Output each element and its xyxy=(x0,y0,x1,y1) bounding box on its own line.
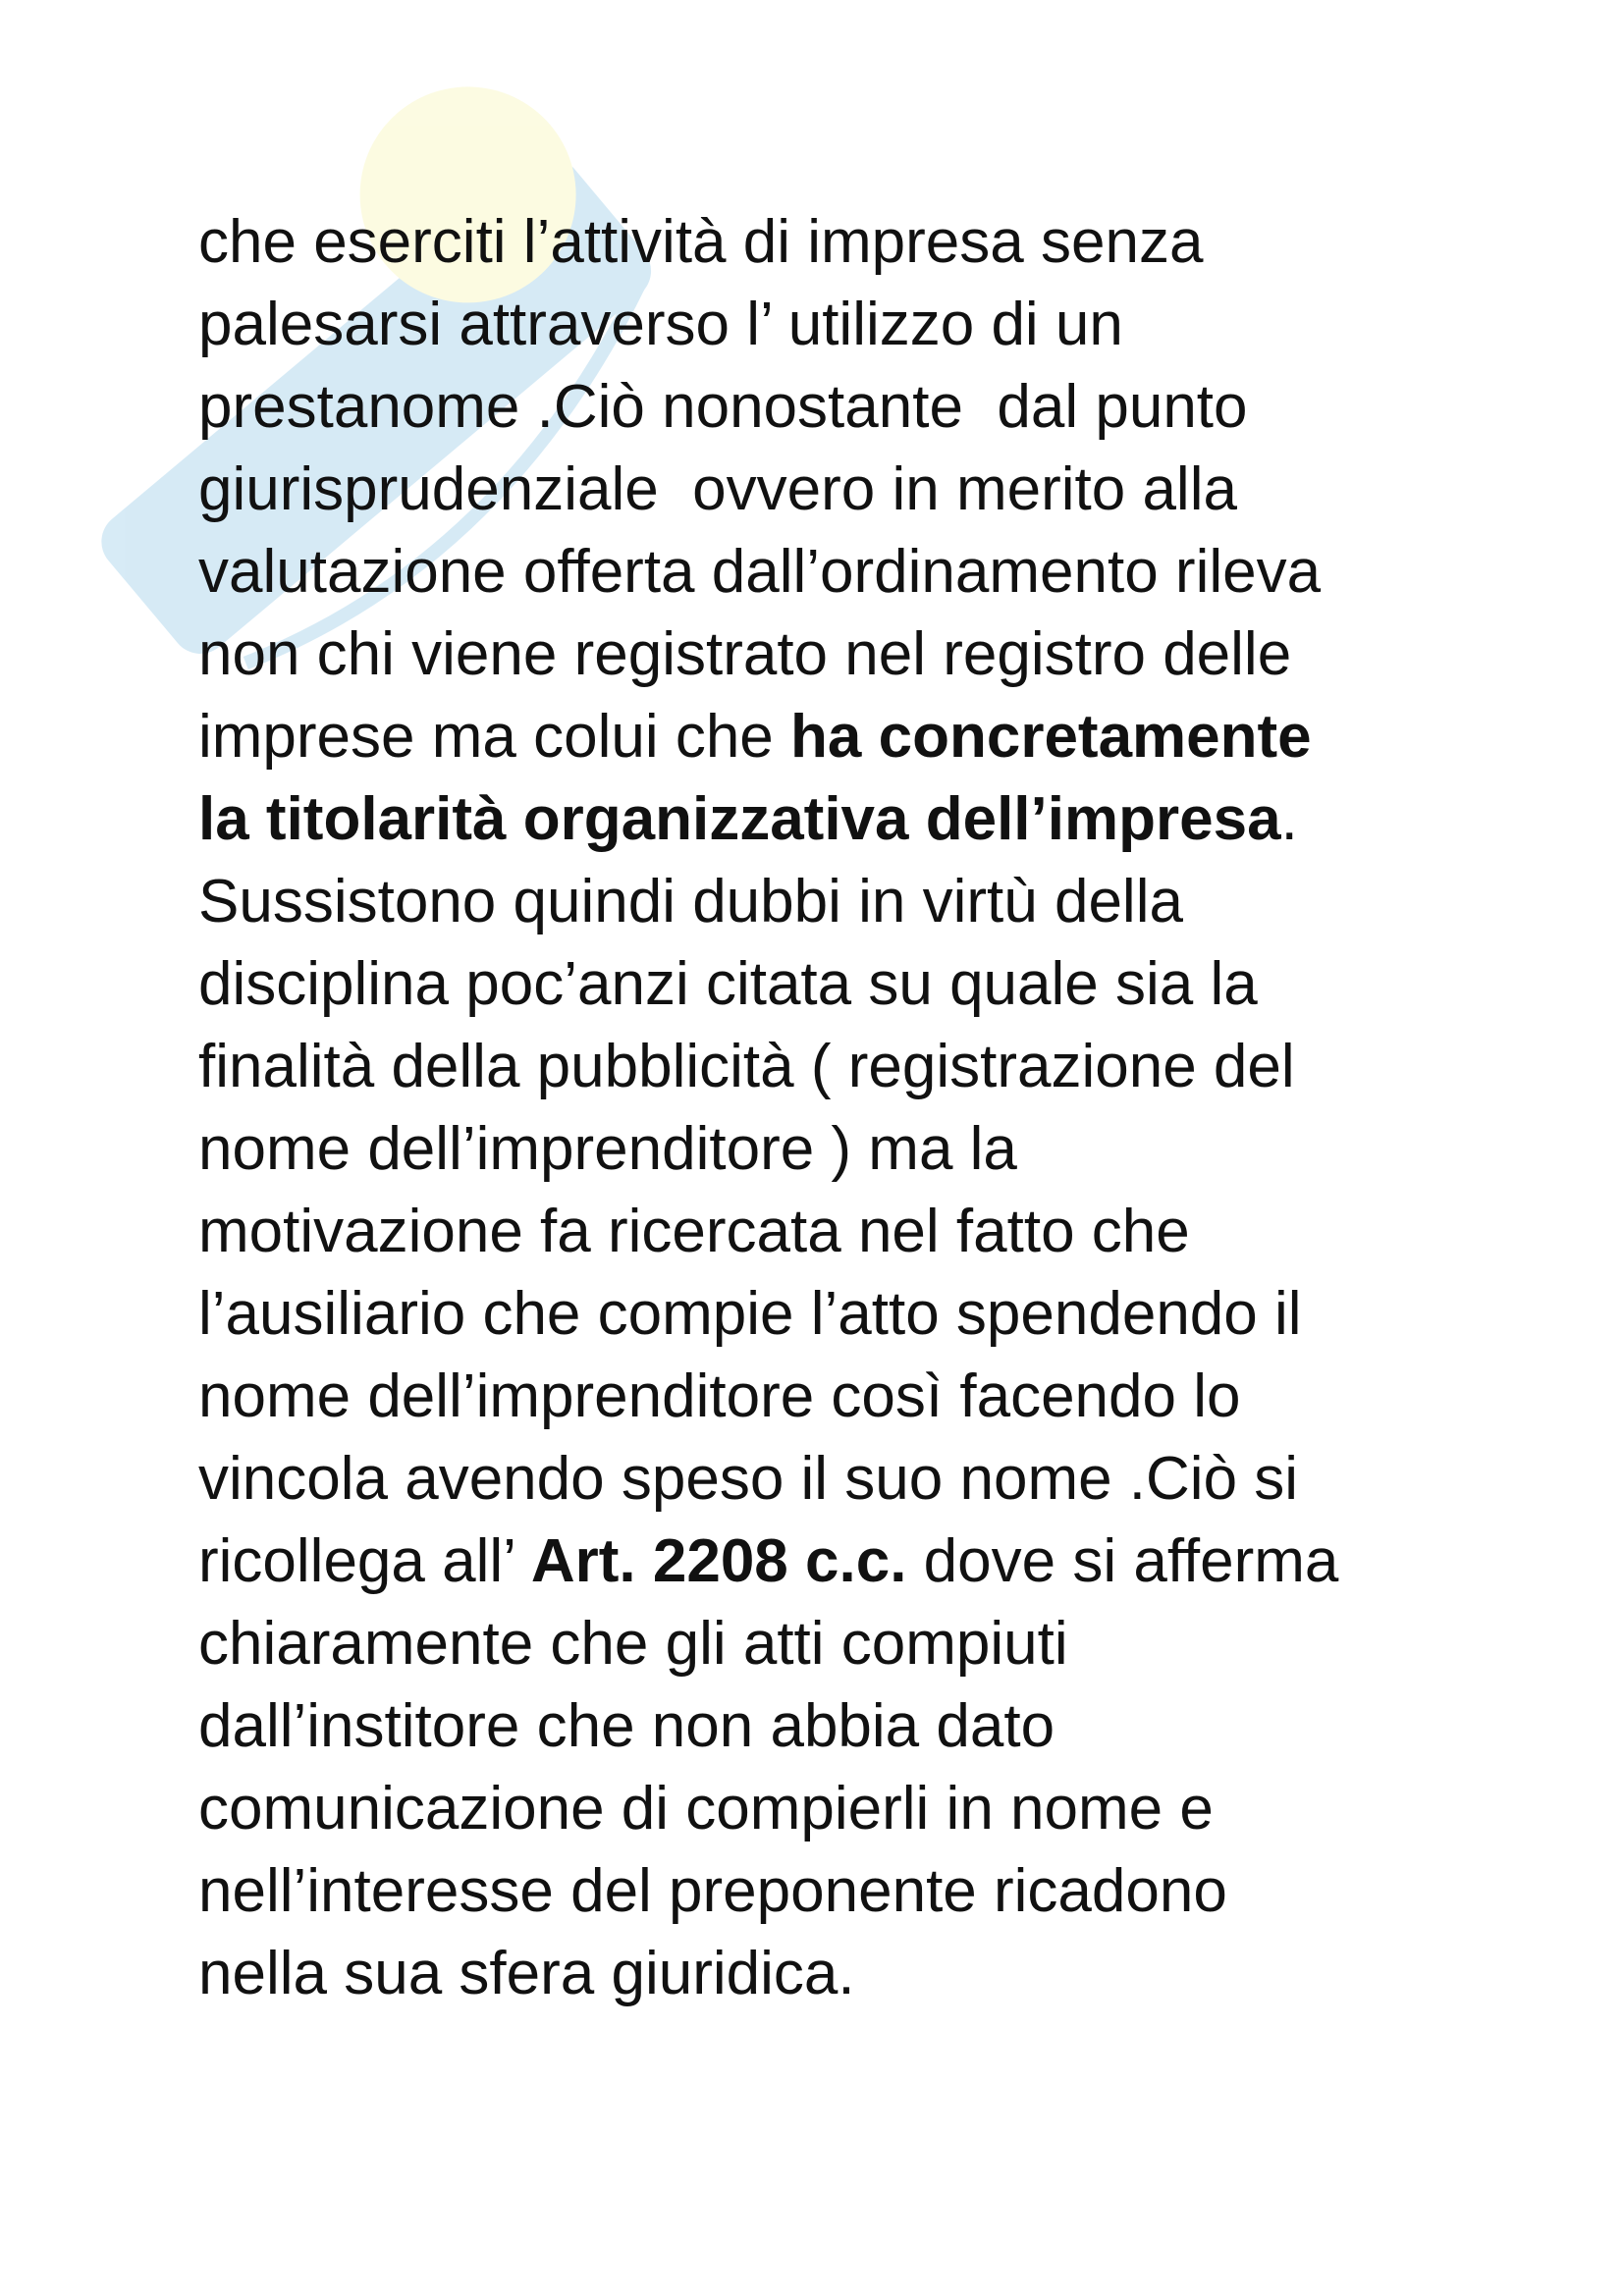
text-segment: dove si afferma xyxy=(906,1527,1339,1595)
text-line xyxy=(198,1933,1534,2015)
text-segment: prestanome .Ciò nonostante dal punto xyxy=(198,373,1248,441)
text-line xyxy=(198,614,1534,696)
body-text xyxy=(198,201,1534,2015)
text-segment: vincola avendo speso il suo nome .Ciò si xyxy=(198,1445,1299,1513)
text-line xyxy=(198,1273,1534,1356)
text-segment: finalità della pubblicità ( registrazione del xyxy=(198,1033,1295,1100)
text-line xyxy=(198,1768,1534,1850)
text-line xyxy=(198,201,1534,284)
text-line xyxy=(198,1521,1534,1603)
text-segment: . xyxy=(1280,785,1298,853)
text-line xyxy=(198,1685,1534,1768)
text-segment: ricollega all’ xyxy=(198,1527,531,1595)
text-line xyxy=(198,284,1534,366)
text-segment: comunicazione di compierli in nome e xyxy=(198,1775,1214,1842)
text-line xyxy=(198,1356,1534,1438)
text-segment: nome dell’imprenditore così facendo lo xyxy=(198,1362,1241,1430)
text-line xyxy=(198,861,1534,943)
text-segment: che eserciti l’attività di impresa senza xyxy=(198,208,1204,276)
text-line xyxy=(198,1191,1534,1273)
text-segment: nell’interesse del preponente ricadono xyxy=(198,1857,1227,1925)
text-line xyxy=(198,1438,1534,1521)
article-reference: Art. 2208 c.c. xyxy=(530,1527,907,1595)
text-segment: valutazione offerta dall’ordinamento rileva xyxy=(198,538,1322,606)
bold-phrase: ha concretamente xyxy=(790,703,1312,771)
text-line xyxy=(198,531,1534,614)
text-line xyxy=(198,1850,1534,1933)
text-line xyxy=(198,696,1534,778)
bold-phrase: la titolarità organizzativa dell’impresa xyxy=(198,785,1281,853)
text-segment: palesarsi attraverso l’ utilizzo di un xyxy=(198,291,1123,358)
text-segment: disciplina poc’anzi citata su quale sia la xyxy=(198,950,1258,1018)
text-segment: giurisprudenziale ovvero in merito alla xyxy=(198,455,1237,523)
text-line xyxy=(198,449,1534,531)
text-line xyxy=(198,1026,1534,1108)
text-line xyxy=(198,1603,1534,1685)
text-segment: Sussistono quindi dubbi in virtù della xyxy=(198,868,1183,935)
text-segment: l’ausiliario che compie l’atto spendendo il xyxy=(198,1280,1302,1348)
text-line xyxy=(198,366,1534,449)
text-segment: nome dell’imprenditore ) ma la xyxy=(198,1115,1017,1183)
text-segment: imprese ma colui che xyxy=(198,703,791,771)
text-line xyxy=(198,1108,1534,1191)
text-line xyxy=(198,778,1534,861)
text-segment: non chi viene registrato nel registro delle xyxy=(198,620,1292,688)
text-segment: nella sua sfera giuridica. xyxy=(198,1940,855,2007)
text-segment: motivazione fa ricercata nel fatto che xyxy=(198,1198,1190,1265)
text-segment: dall’institore che non abbia dato xyxy=(198,1692,1055,1760)
text-line xyxy=(198,943,1534,1026)
text-segment: chiaramente che gli atti compiuti xyxy=(198,1610,1068,1678)
